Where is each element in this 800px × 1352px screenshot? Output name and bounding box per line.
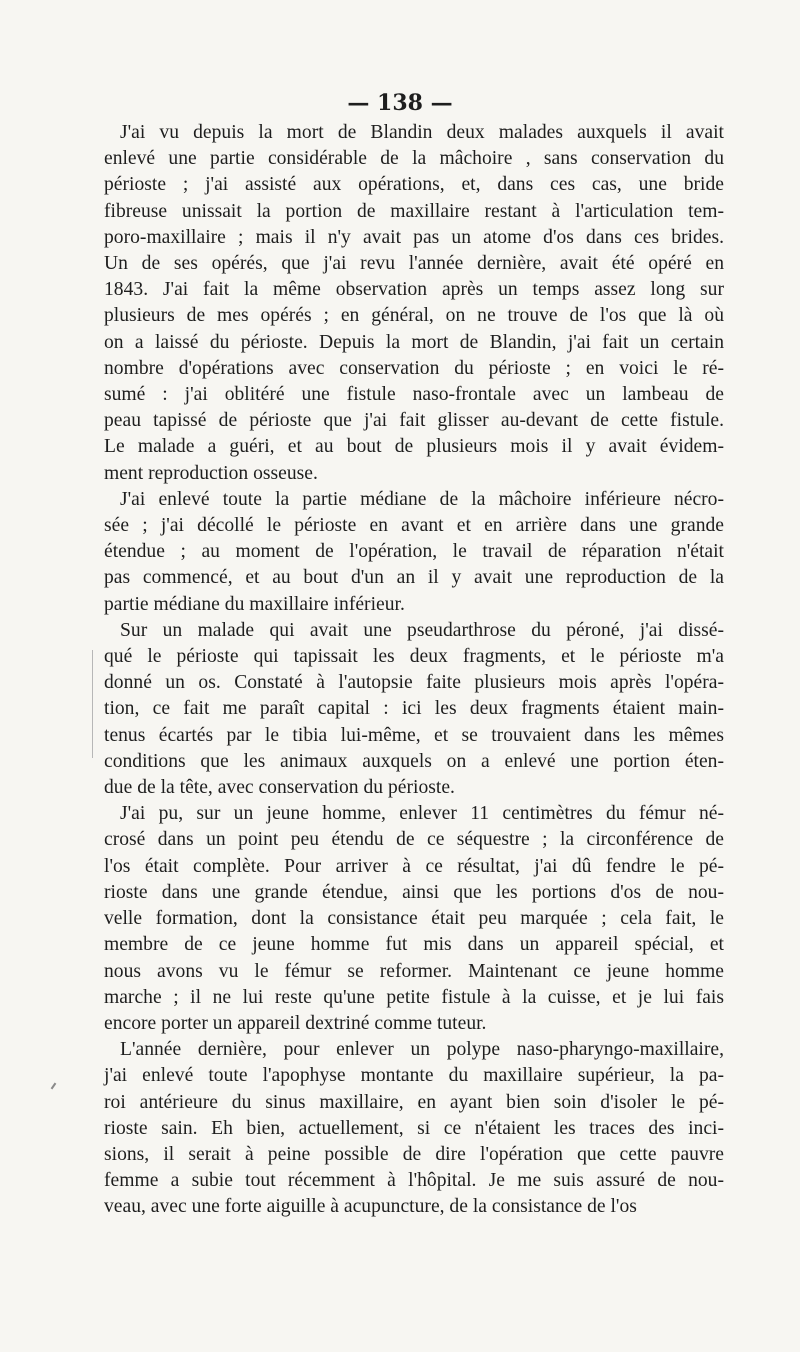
text-line: veau, avec une forte aiguille à acupuncture, de la consistance de l'os bbox=[104, 1196, 637, 1218]
text-line: Le malade a guéri, et au bout de plusieurs mois il y avait évidem- bbox=[104, 436, 724, 458]
text-line: J'ai enlevé toute la partie médiane de la mâchoire inférieure nécro- bbox=[120, 488, 724, 510]
text-line: sumé : j'ai oblitéré une fistule naso-frontale avec un lambeau de bbox=[104, 384, 724, 406]
text-line: J'ai vu depuis la mort de Blandin deux malades auxquels il avait bbox=[120, 122, 724, 143]
text-line: marche ; il ne lui reste qu'une petite fistule à la cuisse, et je lui fais bbox=[104, 986, 724, 1008]
paragraph bbox=[104, 487, 724, 618]
text-line: enlevé une partie considérable de la mâchoire , sans conservation du bbox=[104, 148, 724, 170]
text-line: tion, ce fait me paraît capital : ici les deux fragments étaient main- bbox=[104, 698, 724, 720]
text-line: j'ai enlevé toute l'apophyse montante du maxillaire supérieur, la pa- bbox=[104, 1065, 724, 1087]
text-line: nombre d'opérations avec conservation du périoste ; en voici le ré- bbox=[104, 357, 724, 379]
text-line: 1843. J'ai fait la même observation après un temps assez long sur bbox=[104, 279, 724, 301]
text-line: partie médiane du maxillaire inférieur. bbox=[104, 593, 405, 615]
text-line: nous avons vu le fémur se reformer. Maintenant ce jeune homme bbox=[104, 960, 724, 982]
text-line: étendue ; au moment de l'opération, le travail de réparation n'était bbox=[104, 541, 724, 563]
paragraph bbox=[104, 1037, 724, 1220]
text-line: crosé dans un point peu étendu de ce séquestre ; la circonférence de bbox=[104, 829, 724, 851]
text-line: L'année dernière, pour enlever un polype naso-pharyngo-maxillaire, bbox=[120, 1039, 724, 1061]
paragraph bbox=[104, 120, 724, 487]
text-line: l'os était complète. Pour arriver à ce résultat, j'ai dû fendre le pé- bbox=[104, 855, 724, 877]
text-line: encore porter un appareil dextriné comme tuteur. bbox=[104, 1012, 487, 1034]
text-line: rioste dans une grande étendue, ainsi que les portions d'os de nou- bbox=[104, 881, 724, 903]
text-line: pas commencé, et au bout d'un an il y avait une reproduction de la bbox=[104, 567, 724, 589]
text-line: Sur un malade qui avait une pseudarthrose du péroné, j'ai dissé- bbox=[120, 619, 724, 641]
text-line: on a laissé du périoste. Depuis la mort de Blandin, j'ai fait un certain bbox=[104, 331, 724, 353]
text-line: due de la tête, avec conservation du périoste. bbox=[104, 777, 455, 799]
text-line: roi antérieure du sinus maxillaire, en ayant bien soin d'isoler le pé- bbox=[104, 1091, 724, 1113]
text-line: donné un os. Constaté à l'autopsie faite plusieurs mois après l'opéra- bbox=[104, 672, 724, 694]
text-line: tenus écartés par le tibia lui-même, et se trouvaient dans les mêmes bbox=[104, 724, 724, 746]
text-line: femme a subie tout récemment à l'hôpital. Je me suis assuré de nou- bbox=[104, 1170, 724, 1192]
text-line: velle formation, dont la consistance était peu marquée ; cela fait, le bbox=[104, 908, 724, 930]
stray-mark bbox=[51, 1083, 57, 1090]
text-line: Un de ses opérés, que j'ai revu l'année dernière, avait été opéré en bbox=[104, 253, 724, 275]
page-number: — 138 — bbox=[347, 90, 453, 116]
text-line: peau tapissé de périoste que j'ai fait glisser au-devant de cette fistule. bbox=[104, 410, 724, 432]
paragraph bbox=[104, 801, 724, 1037]
margin-mark bbox=[92, 650, 93, 758]
text-line: conditions que les animaux auxquels on a enlevé une portion éten- bbox=[104, 750, 724, 772]
body-text bbox=[104, 120, 724, 1221]
paragraph bbox=[104, 618, 724, 801]
text-line: sions, il serait à peine possible de dire l'opération que cette pauvre bbox=[104, 1143, 724, 1165]
text-line: qué le périoste qui tapissait les deux fragments, et le périoste m'a bbox=[104, 646, 724, 668]
text-line: ment reproduction osseuse. bbox=[104, 462, 318, 484]
text-line: rioste sain. Eh bien, actuellement, si ce n'étaient les traces des inci- bbox=[104, 1117, 724, 1139]
text-line: poro-maxillaire ; mais il n'y avait pas un atome d'os dans ces brides. bbox=[104, 226, 724, 248]
text-line: J'ai pu, sur un jeune homme, enlever 11 centimètres du fémur né- bbox=[120, 803, 724, 825]
text-line: plusieurs de mes opérés ; en général, on ne trouve de l'os que là où bbox=[104, 305, 724, 327]
text-line: membre de ce jeune homme fut mis dans un appareil spécial, et bbox=[104, 934, 724, 956]
text-line: sée ; j'ai décollé le périoste en avant et en arrière dans une grande bbox=[104, 515, 724, 537]
text-line: fibreuse unissait la portion de maxillaire restant à l'articulation tem- bbox=[104, 200, 724, 222]
text-line: périoste ; j'ai assisté aux opérations, et, dans ces cas, une bride bbox=[104, 174, 724, 196]
